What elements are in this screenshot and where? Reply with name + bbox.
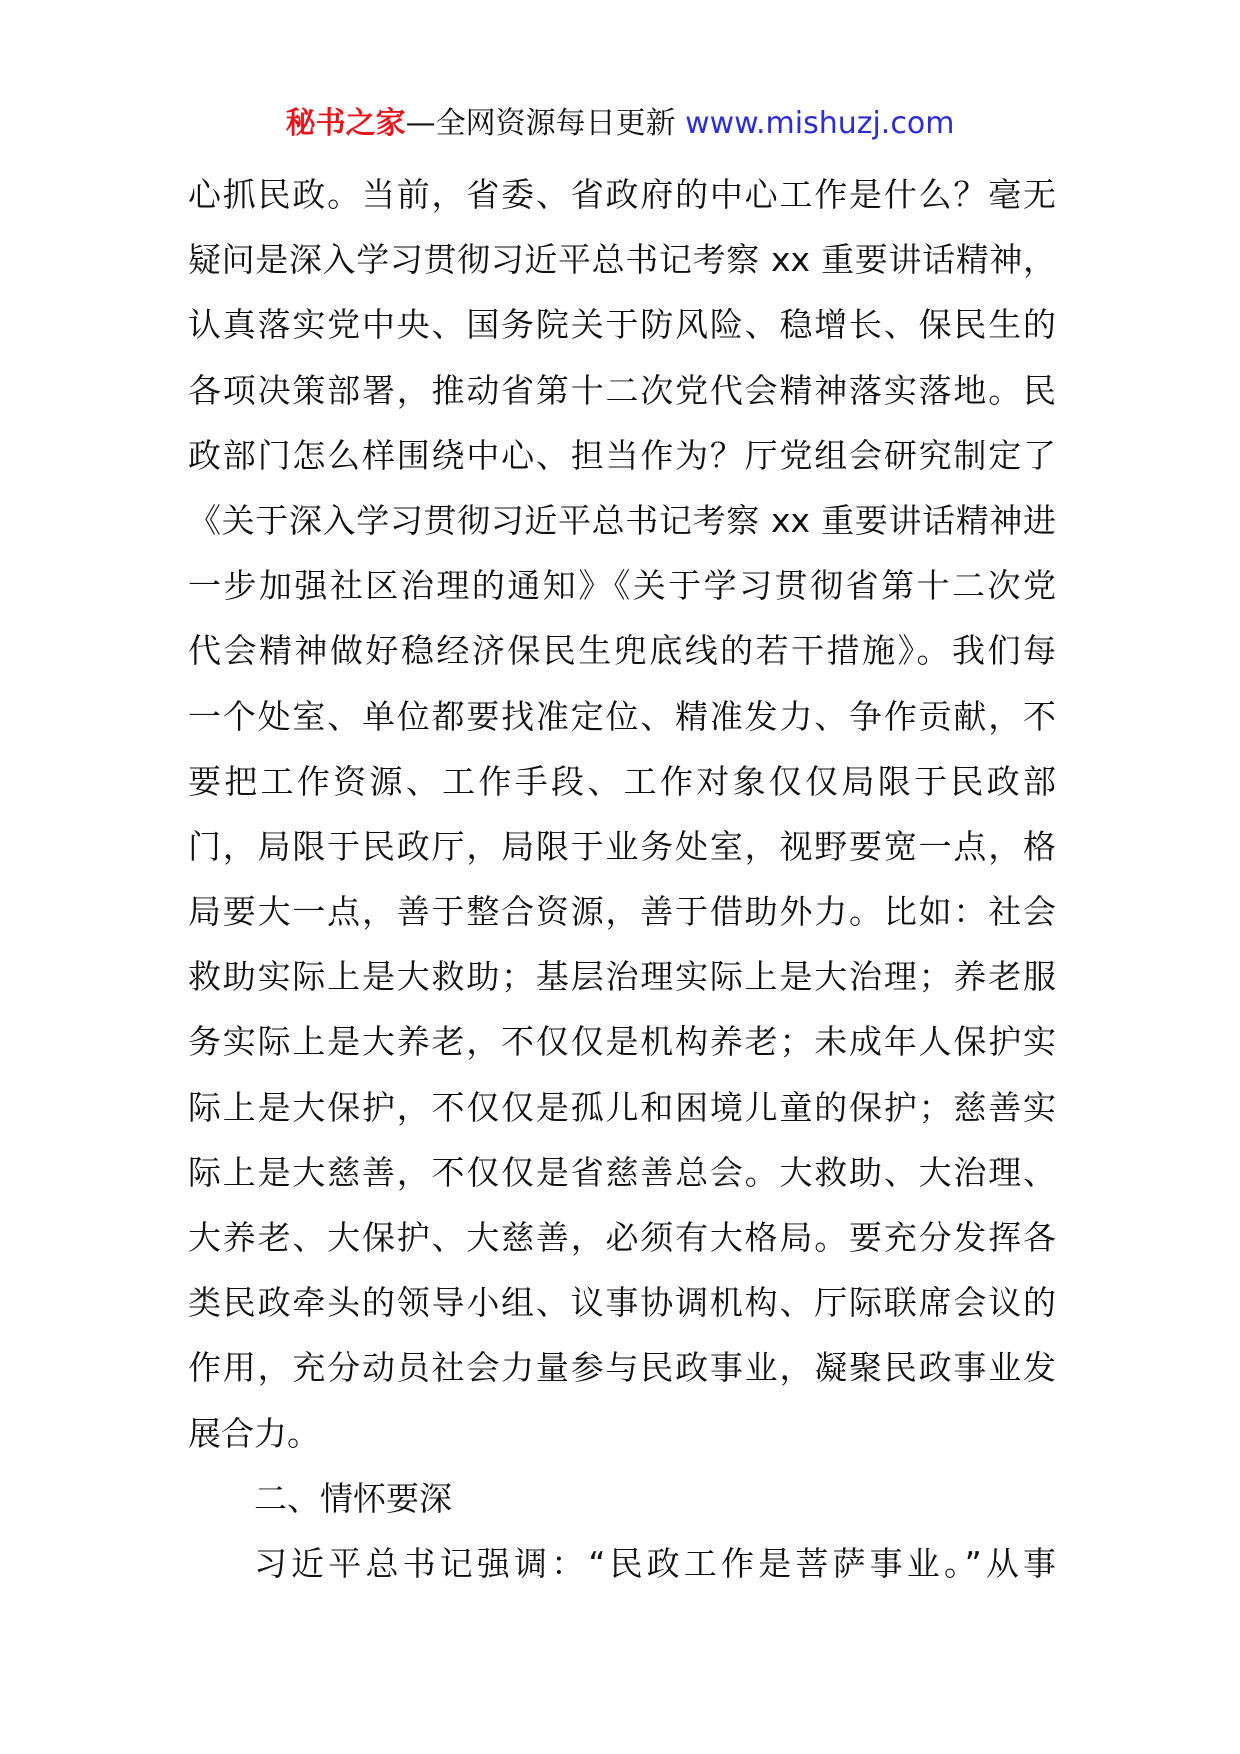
text-line: 认真落实党中央、国务院关于防风险、稳增长、保民生的 — [188, 305, 1056, 345]
text-line: 一个处室、单位都要找准定位、精准发力、争作贡献，不 — [188, 696, 1056, 736]
text-line: 类民政牵头的领导小组、议事协调机构、厅际联席会议的 — [188, 1283, 1056, 1323]
text-line: 门，局限于民政厅，局限于业务处室，视野要宽一点，格 — [188, 826, 1056, 866]
document-body — [188, 162, 1056, 1596]
text-line: 疑问是深入学习贯彻习近平总书记考察 xx 重要讲话精神， — [188, 240, 1056, 280]
text-line: 际上是大慈善，不仅仅是省慈善总会。大救助、大治理、 — [188, 1152, 1056, 1192]
text-line: 代会精神做好稳经济保民生兜底线的若干措施》。我们每 — [188, 631, 1056, 671]
text-line: 二、情怀要深 — [254, 1478, 452, 1518]
page-header — [0, 102, 1240, 146]
text-line: 务实际上是大养老，不仅仅是机构养老；未成年人保护实 — [188, 1022, 1056, 1062]
text-line: 大养老、大保护、大慈善，必须有大格局。要充分发挥各 — [188, 1218, 1056, 1257]
text-line: 要把工作资源、工作手段、工作对象仅仅局限于民政部 — [188, 761, 1056, 801]
text-line: 政部门怎么样围绕中心、担当作为？厅党组会研究制定了 — [188, 435, 1056, 475]
text-line: 一步加强社区治理的通知》《关于学习贯彻省第十二次党 — [188, 566, 1056, 606]
header-tagline: —全网资源每日更新 — [405, 106, 676, 141]
text-line: 心抓民政。当前，省委、省政府的中心工作是什么？毫无 — [188, 175, 1056, 214]
text-line: 救助实际上是大救助；基层治理实际上是大治理；养老服 — [188, 957, 1056, 997]
text-line: 各项决策部署，推动省第十二次党代会精神落实落地。民 — [188, 370, 1056, 410]
header-site-link[interactable]: www.mishuzj.com — [675, 106, 955, 141]
text-line: 《关于深入学习贯彻习近平总书记考察 xx 重要讲话精神进 — [188, 500, 1056, 540]
text-line: 习近平总书记强调：“民政工作是菩萨事业。”从事 — [254, 1543, 1056, 1583]
header-brand: 秘书之家 — [285, 106, 406, 141]
text-line: 局要大一点，善于整合资源，善于借助外力。比如：社会 — [188, 892, 1056, 932]
text-line: 际上是大保护，不仅仅是孤儿和困境儿童的保护；慈善实 — [188, 1087, 1056, 1127]
text-line: 作用，充分动员社会力量参与民政事业，凝聚民政事业发 — [188, 1348, 1056, 1388]
text-line: 展合力。 — [188, 1413, 320, 1453]
